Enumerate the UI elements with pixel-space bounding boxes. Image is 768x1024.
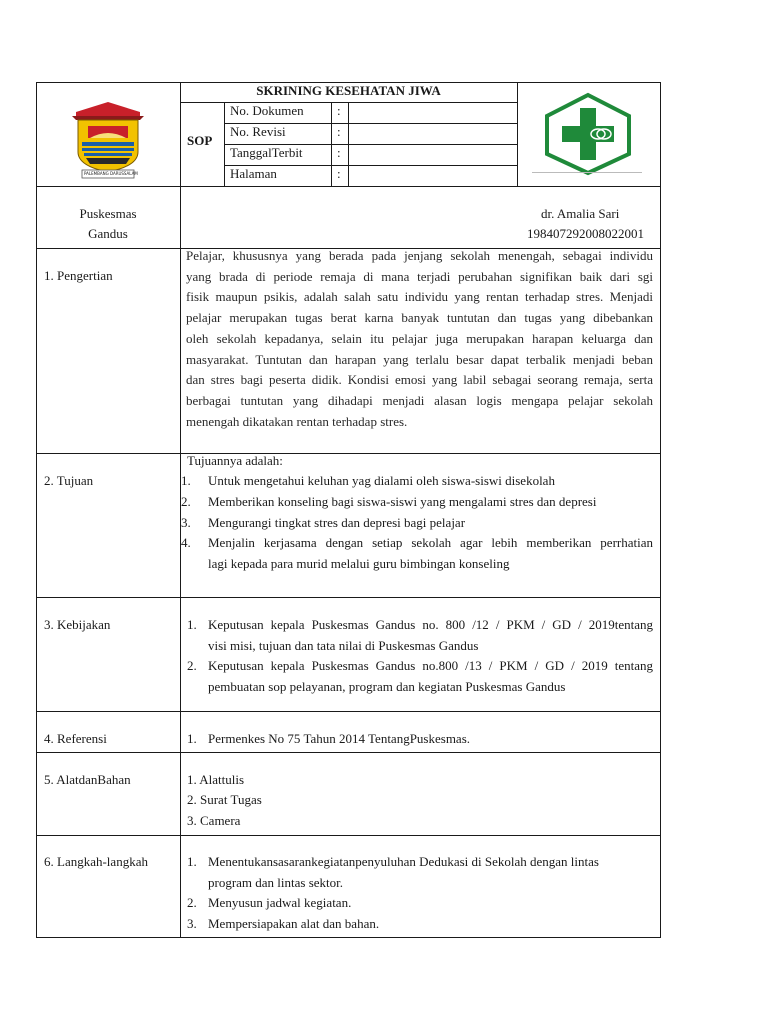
column-divider: [180, 82, 181, 938]
paragraph-line: berbagai tuntutan yang dihadapi menjadi alasan logis mengapa pelajar sekolah: [186, 392, 653, 408]
list-number: 4.: [181, 535, 191, 550]
list-number: 1.: [181, 473, 191, 488]
list-number: 2.: [187, 895, 197, 910]
list-number: 2.: [181, 494, 191, 509]
section-label-pengertian: 1. Pengertian: [44, 268, 113, 283]
paragraph-line: oleh sekolah kepadanya, selain itu pelajar juga merupakan harapan keluarga dan: [186, 330, 653, 346]
list-item: lagi kepada para murid melalui guru bimbingan konseling: [208, 556, 510, 571]
list-item: Keputusan kepala Puskesmas Gandus no.800 /13 / PKM / GD / 2019 tentang: [208, 658, 653, 673]
puskesmas-name-line1: Puskesmas: [79, 206, 137, 221]
city-emblem-icon: [66, 100, 150, 180]
field-label-halaman: Halaman: [230, 166, 277, 181]
puskesmas-name-line2: Gandus: [88, 226, 128, 241]
field-sep: :: [337, 145, 341, 160]
list-item: Menentukansasarankegiatanpenyuluhan Dedukasi di Sekolah dengan lintas: [208, 854, 599, 869]
row-line-header: [36, 186, 661, 187]
list-item: Memberikan konseling bagi siswa-siswi yang mengalami stres dan depresi: [208, 494, 597, 509]
list-number: 1.: [187, 854, 197, 869]
logo-underline: [532, 172, 642, 173]
field-label-no-revisi: No. Revisi: [230, 124, 286, 139]
list-item: Mengurangi tingkat stres dan depresi bagi pelajar: [208, 515, 466, 530]
list-item: Untuk mengetahui keluhan yag dialami oleh siswa-siswi disekolah: [208, 473, 555, 488]
section-label-kebijakan: 3. Kebijakan: [44, 617, 111, 632]
document-title: SKRINING KESEHATAN JIWA: [256, 83, 441, 98]
list-number: 3.: [181, 515, 191, 530]
pengertian-paragraph: [186, 246, 653, 432]
signer-name: dr. Amalia Sari: [541, 206, 620, 221]
section-label-alat: 5. AlatdanBahan: [44, 772, 131, 787]
field-sep: :: [337, 124, 341, 139]
paragraph-line: dan stres bagi peserta didik. Kondisi emosi yang labil sebagai seorang remaja, serta: [186, 372, 653, 388]
list-item: Mempersiapakan alat dan bahan.: [208, 916, 380, 931]
puskesmas-logo: [540, 92, 636, 176]
row-line-tujuan: [36, 597, 661, 598]
list-item: program dan lintas sektor.: [208, 875, 344, 890]
list-item: visi misi, tujuan dan tata nilai di Puskesmas Gandus: [208, 638, 479, 653]
header-divider-right: [517, 82, 518, 186]
section-label-langkah: 6. Langkah-langkah: [44, 854, 148, 869]
section-label-tujuan: 2. Tujuan: [44, 473, 94, 488]
field-sep: :: [337, 166, 341, 181]
sop-label: SOP: [187, 133, 213, 148]
signer-nip: 198407292008022001: [527, 226, 644, 241]
list-item: Menyusun jadwal kegiatan.: [208, 895, 352, 910]
list-number: 1.: [187, 617, 197, 632]
paragraph-line: fisik maupun psikis, adalah salah satu individu yang rentan terhadap stres. Menjadi: [186, 289, 653, 305]
list-number: 3.: [187, 916, 197, 931]
list-item: Menjalin kerjasama dengan setiap sekolah agar lebih memberikan perrhatian: [208, 535, 653, 550]
list-number: 1.: [187, 731, 197, 746]
list-number: 2.: [187, 658, 197, 673]
paragraph-line: pelajar merupakan tugas berat karna banyak tuntutan dan tugas yang dibebankan: [186, 310, 653, 326]
city-emblem-logo: [66, 100, 150, 180]
row-line-referensi: [36, 752, 661, 753]
tujuan-intro: Tujuannya adalah:: [187, 453, 283, 468]
field-label-tanggal-terbit: TanggalTerbit: [230, 145, 303, 160]
list-item: Keputusan kepala Puskesmas Gandus no. 800 /12 / PKM / GD / 2019tentang: [208, 617, 653, 632]
list-item: pembuatan sop pelayanan, program dan kegiatan Puskesmas Gandus: [208, 679, 566, 694]
field-sep: :: [337, 103, 341, 118]
row-line-kebijakan: [36, 711, 661, 712]
list-item: 3. Camera: [187, 813, 241, 828]
list-item: Permenkes No 75 Tahun 2014 TentangPuskesmas.: [208, 731, 471, 746]
table-border-right: [660, 82, 661, 938]
field-label-no-dokumen: No. Dokumen: [230, 103, 304, 118]
paragraph-line: yang brada di periode remaja di mana terjadi perubahan signifikan baik dari sgi: [186, 268, 653, 284]
emblem-caption: PALEMBANG DARUSSALAM: [84, 171, 138, 176]
section-label-referensi: 4. Referensi: [44, 731, 107, 746]
row-line-pengertian: [36, 453, 661, 454]
table-border-bottom: [36, 937, 661, 938]
row-line-alat: [36, 835, 661, 836]
paragraph-line: menengah dikatakan rentan terhadap stres.: [186, 413, 408, 429]
paragraph-line: Pelajar, khususnya yang berada pada jenjang sekolah menengah, sebagai individu: [186, 248, 653, 263]
list-item: 2. Surat Tugas: [187, 792, 262, 807]
paragraph-line: masyarakat. Tuntutan dan harapan yang terlalu besar dapat terbalik menjadi beban: [186, 351, 653, 367]
list-item: 1. Alattulis: [187, 772, 245, 787]
health-cross-icon: [540, 92, 636, 176]
